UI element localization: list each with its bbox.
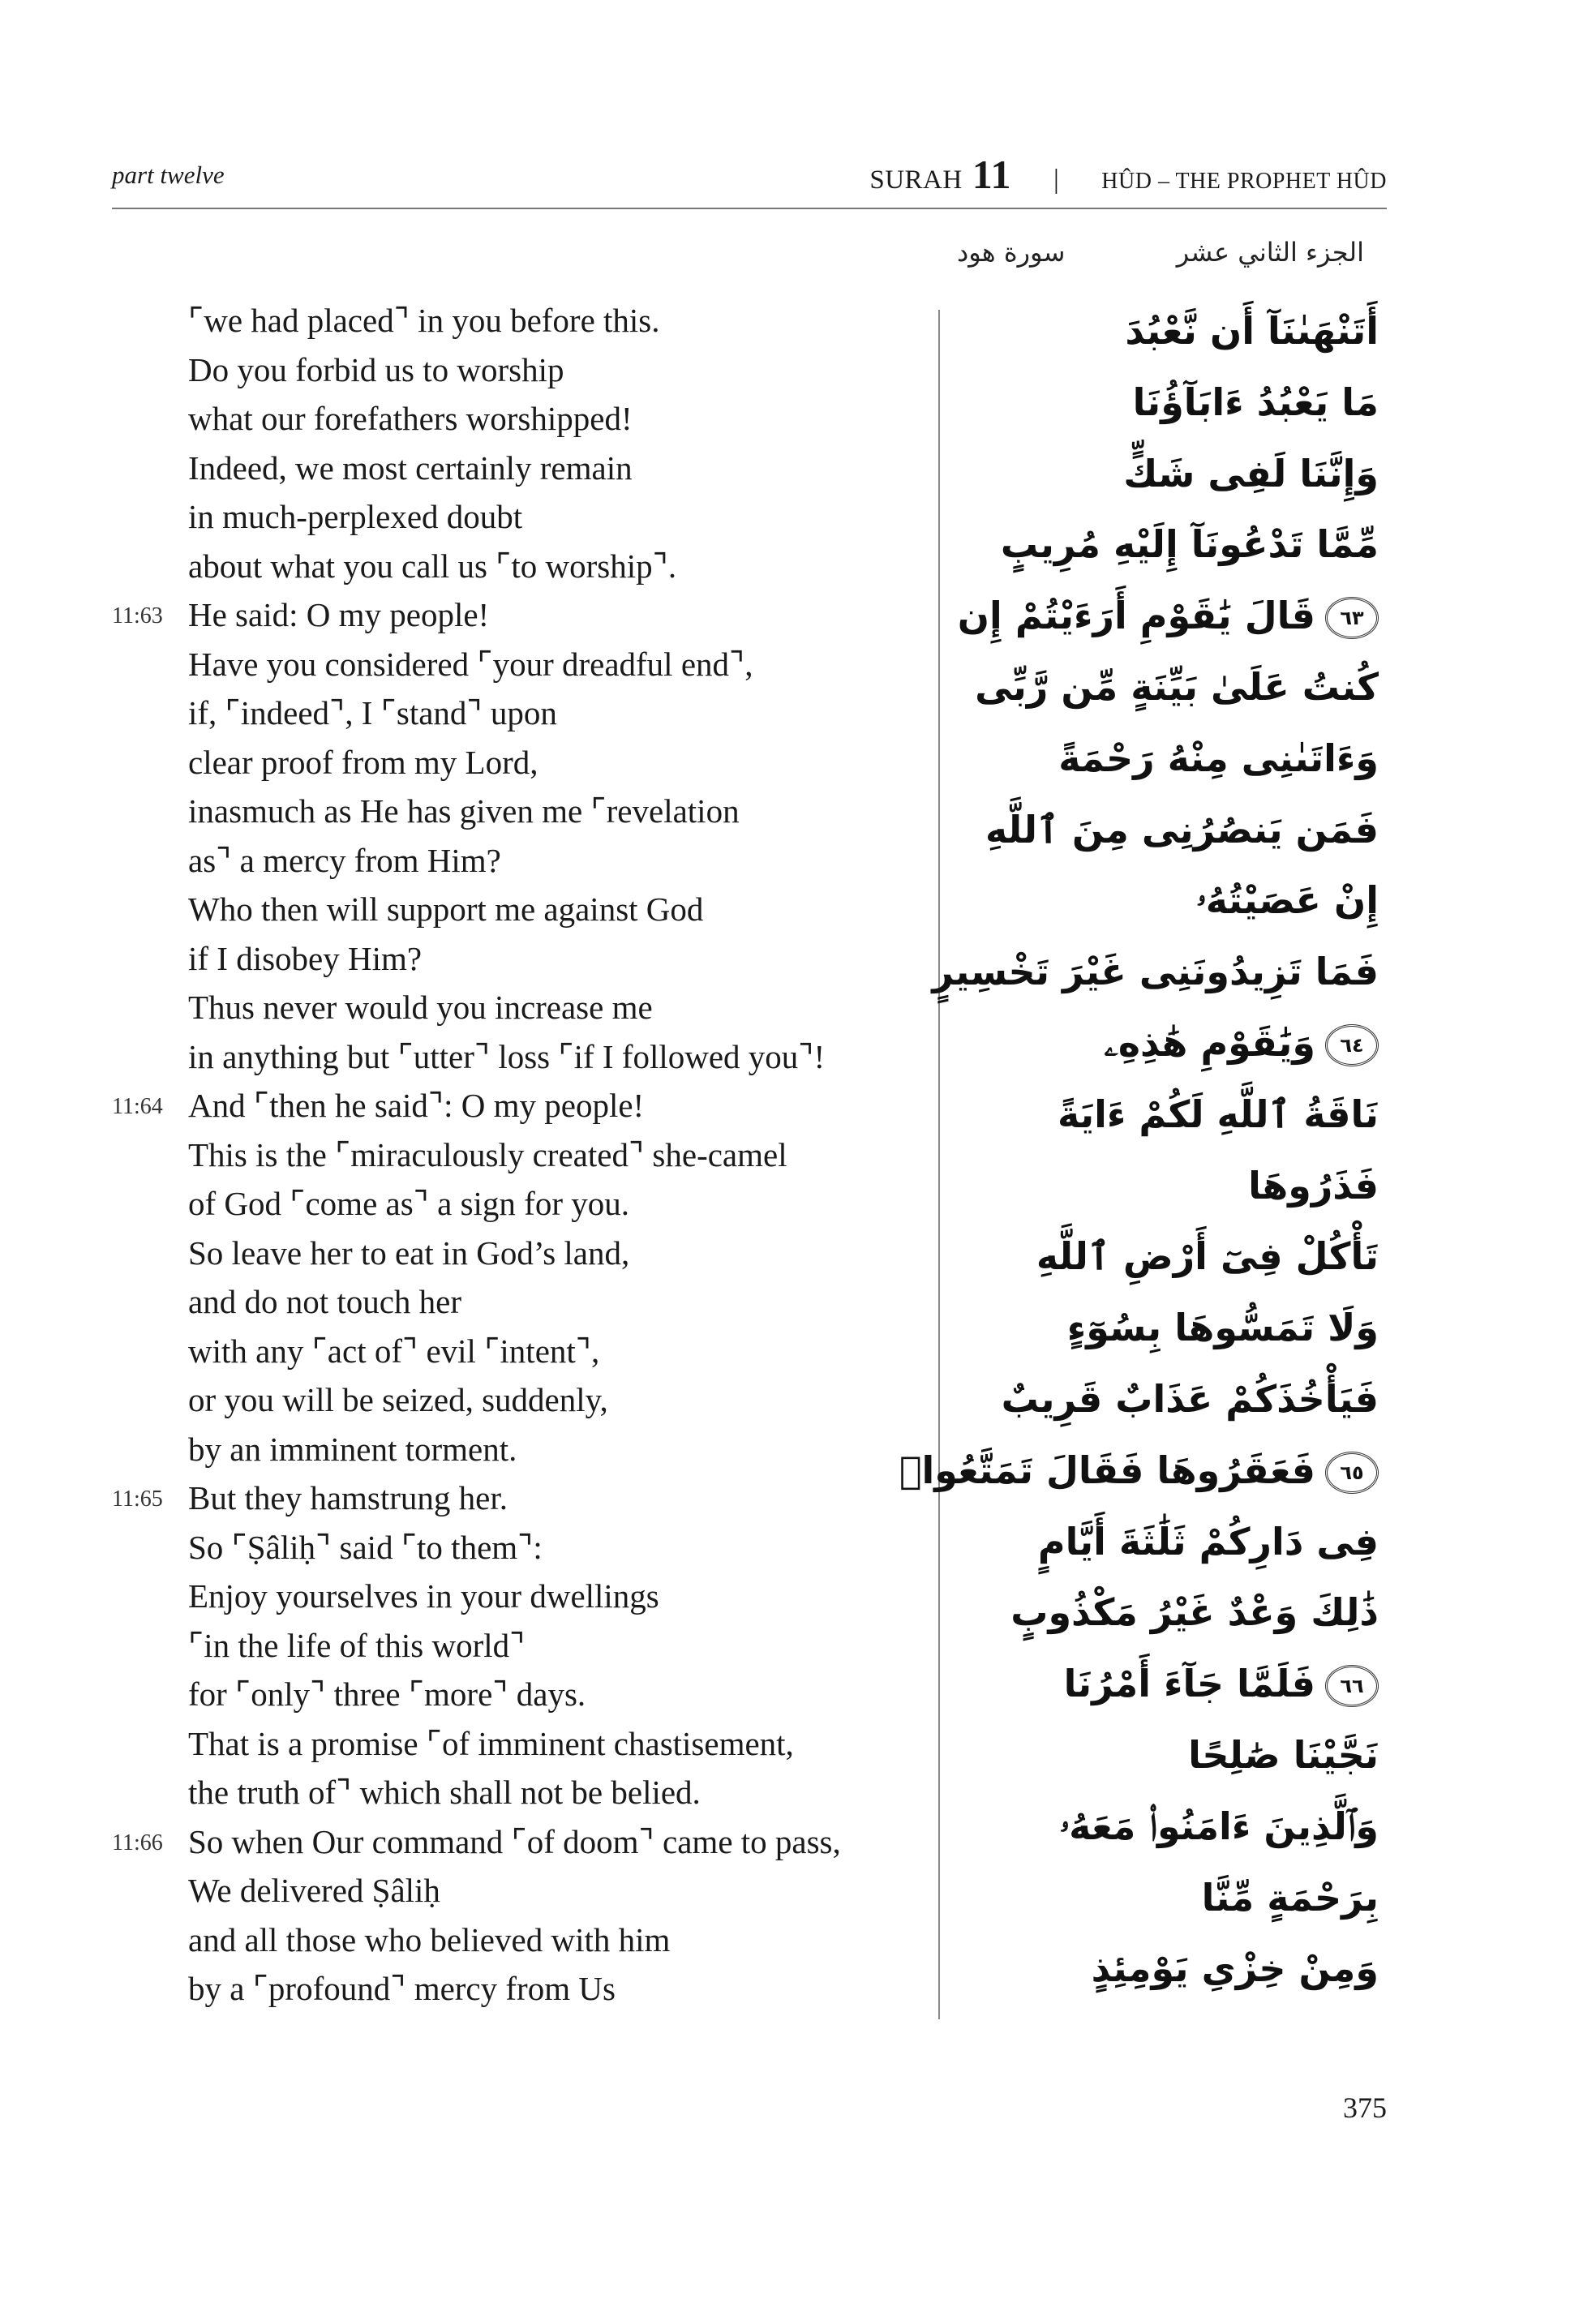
translation-line (0, 1670, 933, 1719)
arabic-text: مِّمَّا تَدْعُونَآ إِلَيْهِ مُرِيبٍ (1000, 522, 1379, 567)
translation-text: Indeed, we most certainly remain (188, 448, 633, 487)
arabic-line (957, 1151, 1379, 1222)
arabic-text: وَٱلَّذِينَ ءَامَنُوا۟ مَعَهُۥ (1059, 1804, 1379, 1848)
arabic-text: وَإِنَّنَا لَفِى شَكٍّ (1123, 451, 1379, 495)
translation-text: of God ⌜come as⌝ a sign for you. (188, 1185, 629, 1222)
translation-text: Thus never would you increase me (188, 989, 653, 1026)
arabic-line (957, 1079, 1379, 1151)
translation-text: by a ⌜profound⌝ mercy from Us (188, 1970, 616, 2007)
translation-line (0, 1866, 933, 1915)
translation-line (0, 1229, 933, 1278)
arabic-line (957, 1791, 1379, 1863)
translation-line (0, 1327, 933, 1376)
translation-text: by an imminent torment. (188, 1430, 517, 1468)
translation-line (0, 1964, 933, 2014)
arabic-text: كُنتُ عَلَىٰ بَيِّنَةٍ مِّن رَّبِّى (975, 664, 1379, 709)
arabic-line (957, 723, 1379, 795)
arabic-text: فَلَمَّا جَآءَ أَمْرُنَا (1063, 1662, 1315, 1706)
arabic-line (957, 865, 1379, 937)
header-rule (112, 208, 1387, 209)
translation-line (0, 1375, 933, 1425)
page-number: 375 (1343, 2091, 1387, 2124)
translation-text: if I disobey Him? (188, 939, 423, 977)
arabic-text: بِرَحْمَةٍ مِّنَّا (1201, 1875, 1379, 1920)
translation-line (0, 394, 933, 444)
verse-number: 11:63 (112, 603, 163, 628)
arabic-text: وَلَا تَمَسُّوهَا بِسُوٓءٍ (1066, 1306, 1379, 1350)
translation-line (0, 1277, 933, 1327)
arabic-line (932, 937, 1379, 1008)
verse-number: 11:65 (112, 1486, 163, 1512)
verse-number: 11:64 (112, 1094, 163, 1119)
arabic-line (957, 439, 1379, 510)
translation-text: if, ⌜indeed⌝, I ⌜stand⌝ upon (188, 694, 557, 731)
translation-text: and do not touch her (188, 1283, 462, 1320)
translation-text: Enjoy yourselves in your dwellings (188, 1577, 659, 1615)
surah-word: SURAH (869, 165, 963, 195)
arabic-line (957, 1008, 1379, 1079)
translation-text: Do you forbid us to worship (188, 350, 564, 388)
arabic-text: وَءَاتَىٰنِى مِنْهُ رَحْمَةً (1058, 736, 1379, 780)
translation-line (0, 296, 933, 345)
translation-line (0, 1621, 933, 1671)
translation-text: inasmuch as He has given me ⌜revelation (188, 792, 740, 830)
translation-text: or you will be seized, suddenly, (188, 1381, 608, 1418)
arabic-text: تَأْكُلْ فِىٓ أَرْضِ ٱللَّهِ (1036, 1234, 1379, 1279)
running-header (112, 151, 1387, 199)
translation-line (0, 1130, 933, 1180)
translation-line (0, 590, 933, 640)
translation-line (0, 689, 933, 738)
arabic-text: فَعَقَرُوهَا فَقَالَ تَمَتَّعُوا۟ (899, 1448, 1315, 1492)
translation-text: So leave her to eat in God’s land, (188, 1233, 630, 1272)
translation-text: This is the ⌜miraculously created⌝ she-camel (188, 1135, 787, 1173)
translation-line (0, 640, 933, 689)
translation-text: and all those who believed with him (188, 1920, 671, 1958)
translation-text: clear proof from my Lord, (188, 743, 538, 781)
translation-line (0, 542, 933, 591)
verse-marker-icon: ٦٣ (1325, 597, 1379, 639)
arabic-text: نَاقَةُ ٱللَّهِ لَكُمْ ءَايَةً (1057, 1092, 1379, 1136)
translation-text: And ⌜then he said⌝: O my people! (188, 1087, 645, 1124)
arabic-line (957, 1507, 1379, 1578)
translation-line (0, 787, 933, 836)
translation-text: That is a promise ⌜of imminent chastisement, (188, 1724, 794, 1762)
translation-text: as⌝ a mercy from Him? (188, 841, 501, 879)
translation-text: So ⌜Ṣâliḥ⌝ said ⌜to them⌝: (188, 1528, 543, 1566)
translation-text: Who then will support me against God (188, 890, 704, 928)
arabic-text: فَذَرُوهَا (1248, 1163, 1379, 1208)
arabic-line (957, 581, 1379, 652)
translation-line (0, 1032, 933, 1082)
arabic-text: فَمَن يَنصُرُنِى مِنَ ٱللَّهِ (985, 807, 1379, 852)
translation-text: We delivered Ṣâliḥ (188, 1872, 440, 1909)
translation-line (0, 983, 933, 1032)
translation-line (0, 1081, 933, 1130)
translation-text: in much-perplexed doubt (188, 498, 523, 535)
verse-marker-icon: ٦٤ (1325, 1024, 1379, 1066)
arabic-line (957, 1649, 1379, 1720)
translation-line (0, 836, 933, 886)
arabic-text: فَمَا تَزِيدُونَنِى غَيْرَ تَخْسِيرٍ (932, 950, 1379, 994)
english-translation-column (0, 296, 933, 2014)
translation-line (0, 885, 933, 934)
translation-text: for ⌜only⌝ three ⌜more⌝ days. (188, 1675, 586, 1713)
translation-text: about what you call us ⌜to worship⌝. (188, 547, 677, 585)
arabic-text: أَتَنْهَىٰنَآ أَن نَّعْبُدَ (1125, 309, 1379, 353)
translation-line (0, 738, 933, 787)
verse-marker-icon: ٦٥ (1325, 1452, 1379, 1494)
translation-text: ⌜we had placed⌝ in you before this. (188, 302, 660, 339)
surah-heading (869, 151, 1387, 198)
translation-line (0, 1179, 933, 1229)
arabic-line (957, 509, 1379, 581)
arabic-text: نَجَّيْنَا صَٰلِحًا (1188, 1732, 1379, 1777)
translation-text: the truth of⌝ which shall not be belied. (188, 1774, 701, 1811)
arabic-line (957, 795, 1379, 866)
header-separator: | (1053, 165, 1060, 195)
arabic-line (957, 1221, 1379, 1293)
arabic-text: ذَٰلِكَ وَعْدٌ غَيْرُ مَكْذُوبٍ (1010, 1590, 1379, 1635)
arabic-text-column (899, 296, 1379, 2005)
verse-number: 11:66 (112, 1830, 163, 1855)
arabic-text: إِنْ عَصَيْتُهُۥ (1196, 878, 1379, 923)
arabic-part-heading: الجزء الثاني عشر (1176, 237, 1364, 268)
column-divider (938, 310, 940, 2019)
translation-text: Have you considered ⌜your dreadful end⌝, (188, 645, 753, 683)
translation-line (0, 1719, 933, 1769)
translation-line (0, 444, 933, 493)
translation-text: He said: O my people! (188, 596, 490, 633)
translation-line (0, 1915, 933, 1965)
arabic-line (899, 1435, 1379, 1507)
translation-line (0, 1768, 933, 1817)
arabic-line (957, 1293, 1379, 1364)
translation-text: ⌜in the life of this world⌝ (188, 1626, 526, 1664)
verse-marker-icon: ٦٦ (1325, 1665, 1379, 1707)
translation-line (0, 1817, 933, 1867)
translation-line (0, 1523, 933, 1572)
arabic-text: مَا يَعْبُدُ ءَابَآؤُنَا (1132, 380, 1379, 424)
arabic-line (957, 367, 1379, 439)
arabic-line (957, 1863, 1379, 1934)
arabic-line (957, 652, 1379, 723)
translation-line (0, 1474, 933, 1523)
surah-title: HÛD – THE PROPHET HÛD (1101, 169, 1387, 194)
arabic-line (957, 296, 1379, 367)
arabic-text: فِى دَارِكُمْ ثَلَٰثَةَ أَيَّامٍ (1037, 1519, 1379, 1564)
translation-text: But they hamstrung her. (188, 1479, 508, 1517)
arabic-text: وَيَٰقَوْمِ هَٰذِهِۦ (1104, 1020, 1315, 1065)
translation-text: with any ⌜act of⌝ evil ⌜intent⌝, (188, 1332, 600, 1370)
translation-line (0, 934, 933, 984)
arabic-line (957, 1577, 1379, 1649)
translation-line (0, 492, 933, 542)
arabic-text: قَالَ يَٰقَوْمِ أَرَءَيْتُمْ إِن (957, 594, 1315, 638)
arabic-text: فَيَأْخُذَكُمْ عَذَابٌ قَرِيبٌ (1001, 1376, 1379, 1421)
arabic-line (957, 1364, 1379, 1435)
translation-text: what our forefathers worshipped! (188, 400, 633, 437)
translation-line (0, 1572, 933, 1621)
surah-number: 11 (972, 152, 1011, 197)
translation-line (0, 1425, 933, 1474)
arabic-text: وَمِنْ خِزْىِ يَوْمِئِذٍ (1091, 1946, 1379, 1991)
translation-text: So when Our command ⌜of doom⌝ came to pass, (188, 1822, 841, 1860)
arabic-line (957, 1933, 1379, 2005)
arabic-surah-heading: سورة هود (957, 237, 1066, 268)
arabic-line (957, 1720, 1379, 1791)
part-label: part twelve (112, 161, 225, 189)
translation-line (0, 345, 933, 395)
translation-text: in anything but ⌜utter⌝ loss ⌜if I followed you⌝! (188, 1037, 826, 1075)
